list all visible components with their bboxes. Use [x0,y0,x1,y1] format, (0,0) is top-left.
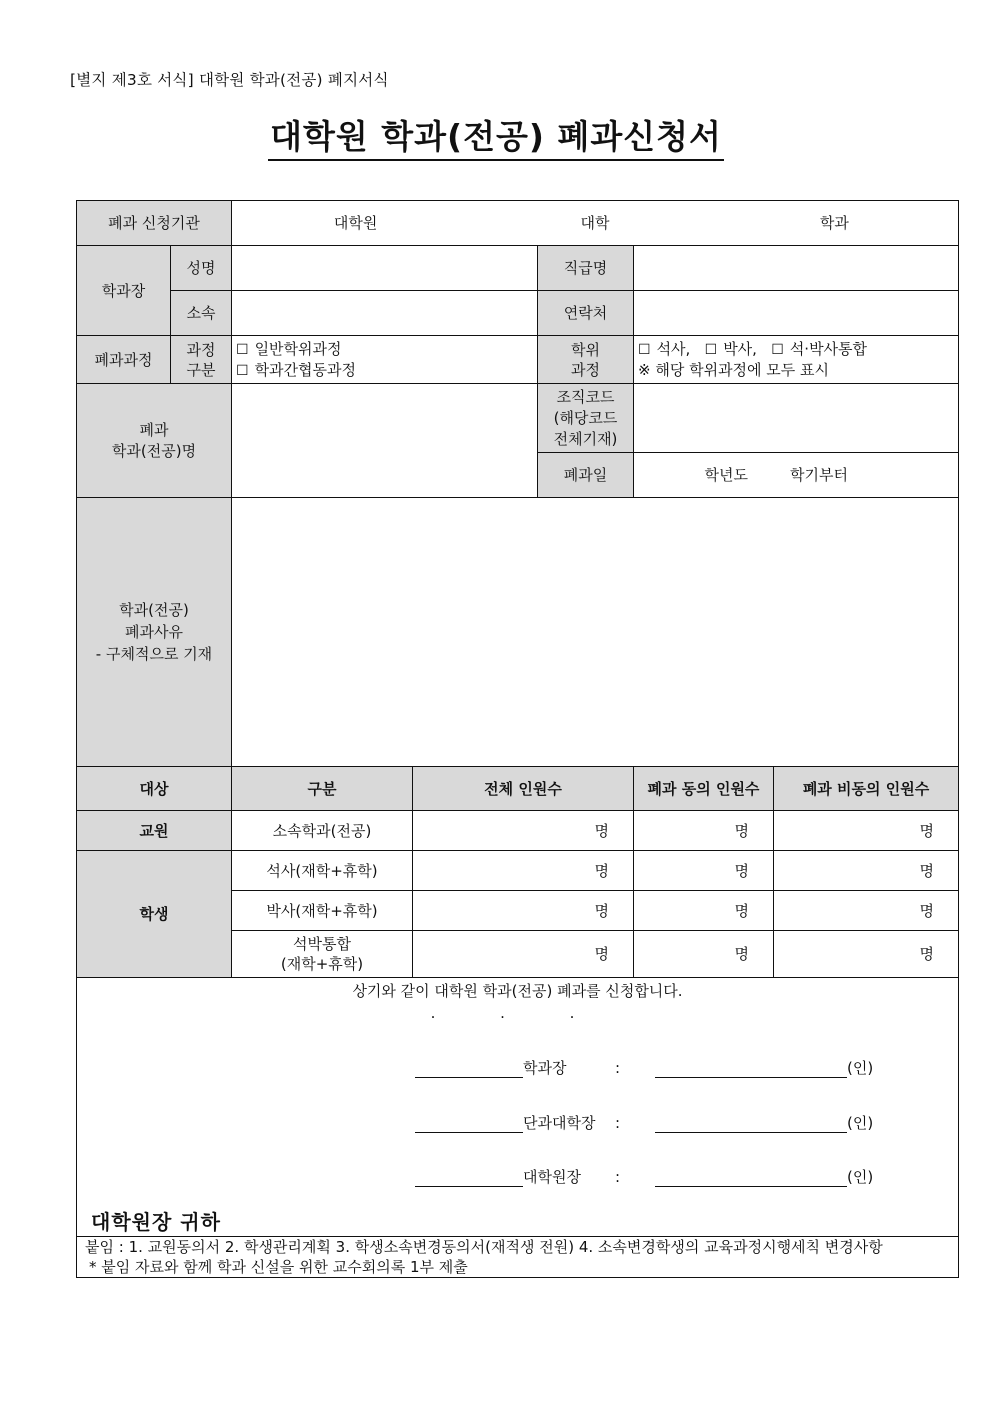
col-category: 구분 [232,767,413,811]
addressee: 대학원장 귀하 [91,1210,221,1234]
declaration-text: 상기와 같이 대학원 학과(전공) 폐과를 신청합니다. [352,982,683,1000]
integrated-agree[interactable]: 명 [634,931,774,978]
semester-suffix: 학기부터 [790,466,848,484]
signer-colon: : [615,1168,621,1186]
institution-field[interactable] [232,201,959,246]
dept-name-field[interactable] [232,384,538,498]
course-type-options [232,336,538,384]
graduate-school-text: 대학원 [333,214,378,232]
student-label: 학생 [77,851,232,978]
reason-field[interactable] [232,498,959,767]
name-label: 성명 [171,246,232,291]
course-label: 폐과과정 [77,336,171,384]
date-dots[interactable]: . . . [430,1004,605,1022]
dept-name-label-2: 학과(전공)명 [111,441,197,460]
master-agree[interactable]: 명 [634,851,774,891]
degree-note: ※ 해당 학위과정에 모두 표시 [638,361,830,379]
signature-section [77,978,959,1237]
col-total: 전체 인원수 [413,767,634,811]
footnote: * 붙임 자료와 함께 학과 신설을 위한 교수회의록 1부 제출 [89,1258,468,1276]
dept-name-label-1: 폐과 [139,420,169,439]
faculty-label: 교원 [77,811,232,851]
degree-label [538,336,634,384]
col-disagree: 폐과 비동의 인원수 [774,767,959,811]
faculty-category: 소속학과(전공) [232,811,413,851]
integrated-category [232,931,413,978]
contact-field[interactable] [634,291,959,336]
reason-label-1: 학과(전공) [119,601,189,619]
course-type-label-1: 과정 [186,340,216,359]
col-target: 대상 [77,767,232,811]
signature-blank[interactable] [655,1168,847,1187]
option-interdept[interactable]: ☐ 학과간협동과정 [236,360,356,379]
rank-label: 직급명 [538,246,634,291]
seal-mark: (인) [847,1059,874,1077]
integrated-total[interactable]: 명 [413,931,634,978]
course-type-label [171,336,232,384]
faculty-agree[interactable]: 명 [634,811,774,851]
col-agree: 폐과 동의 인원수 [634,767,774,811]
notes-section [77,1237,959,1278]
checkbox-icon[interactable]: ☐ [236,341,249,358]
degree-doctor[interactable]: ☐ 박사, [704,340,757,358]
org-code-label [538,384,634,453]
signature-blank[interactable] [655,1114,847,1133]
degree-integrated[interactable]: ☐ 석·박사통합 [771,340,868,358]
college-text: 대학 [580,214,610,232]
closing-date-label: 폐과일 [538,453,634,498]
degree-label-1: 학위 [571,340,600,359]
doctor-category: 박사(재학+휴학) [232,891,413,931]
degree-label-2: 과정 [571,360,600,379]
signer-dept-head [415,1058,873,1078]
degree-options [634,336,959,384]
seal-mark: (인) [847,1114,874,1132]
signer-title: 학과장 [523,1059,567,1077]
integrated-disagree[interactable]: 명 [774,931,959,978]
doctor-agree[interactable]: 명 [634,891,774,931]
affiliation-field[interactable] [232,291,538,336]
master-disagree[interactable]: 명 [774,851,959,891]
faculty-total[interactable]: 명 [413,811,634,851]
signer-blank[interactable] [415,1168,523,1187]
closing-date-field[interactable] [634,453,959,498]
checkbox-icon[interactable]: ☐ [704,342,718,358]
reason-label-2: 폐과사유 [125,623,183,641]
checkbox-icon[interactable]: ☐ [771,342,784,358]
course-type-label-2: 구분 [186,360,216,379]
dept-name-label [77,384,232,498]
reason-label-3: - 구체적으로 기재 [95,645,213,663]
checkbox-icon[interactable]: ☐ [236,362,249,379]
affiliation-label: 소속 [171,291,232,336]
doctor-disagree[interactable]: 명 [774,891,959,931]
signer-colon: : [615,1059,621,1077]
closure-application-form [76,200,959,1278]
institution-label: 폐과 신청기관 [77,201,232,246]
attachments-note: 붙임 : 1. 교원동의서 2. 학생관리계획 3. 학생소속변경동의서(재적생 전원) 4. 소속변경학생의 교육과정시행세칙 변경사항 [85,1238,883,1256]
checkbox-icon[interactable]: ☐ [638,342,651,358]
page-title-wrap [0,117,992,161]
integrated-category-2: (재학+휴학) [280,955,364,973]
option-general[interactable]: ☐ 일반학위과정 [236,339,342,358]
signature-blank[interactable] [655,1059,847,1078]
integrated-category-1: 석박통합 [293,935,351,953]
doctor-total[interactable]: 명 [413,891,634,931]
org-code-field[interactable] [634,384,959,453]
degree-master[interactable]: ☐ 석사, [638,340,691,358]
page-title: 대학원 학과(전공) 폐과신청서 [268,117,724,161]
signer-title: 대학원장 [523,1168,581,1186]
seal-mark: (인) [847,1168,874,1186]
org-code-label-1: 조직코드 [556,387,615,406]
signer-title: 단과대학장 [523,1114,596,1132]
reason-label [77,498,232,767]
contact-label: 연락처 [538,291,634,336]
head-label: 학과장 [77,246,171,336]
master-category: 석사(재학+휴학) [232,851,413,891]
faculty-disagree[interactable]: 명 [774,811,959,851]
signer-blank[interactable] [415,1059,523,1078]
master-total[interactable]: 명 [413,851,634,891]
org-code-label-2: (해당코드 [553,408,618,427]
name-field[interactable] [232,246,538,291]
signer-colon: : [615,1114,621,1132]
form-number-label: [별지 제3호 서식] 대학원 학과(전공) 폐지서식 [70,71,389,89]
rank-field[interactable] [634,246,959,291]
signer-blank[interactable] [415,1114,523,1133]
org-code-label-3: 전체기재) [553,429,618,448]
department-text: 학과 [819,214,849,232]
signer-grad-dean [415,1167,873,1187]
year-suffix: 학년도 [704,466,748,484]
signer-college-dean [415,1113,873,1133]
